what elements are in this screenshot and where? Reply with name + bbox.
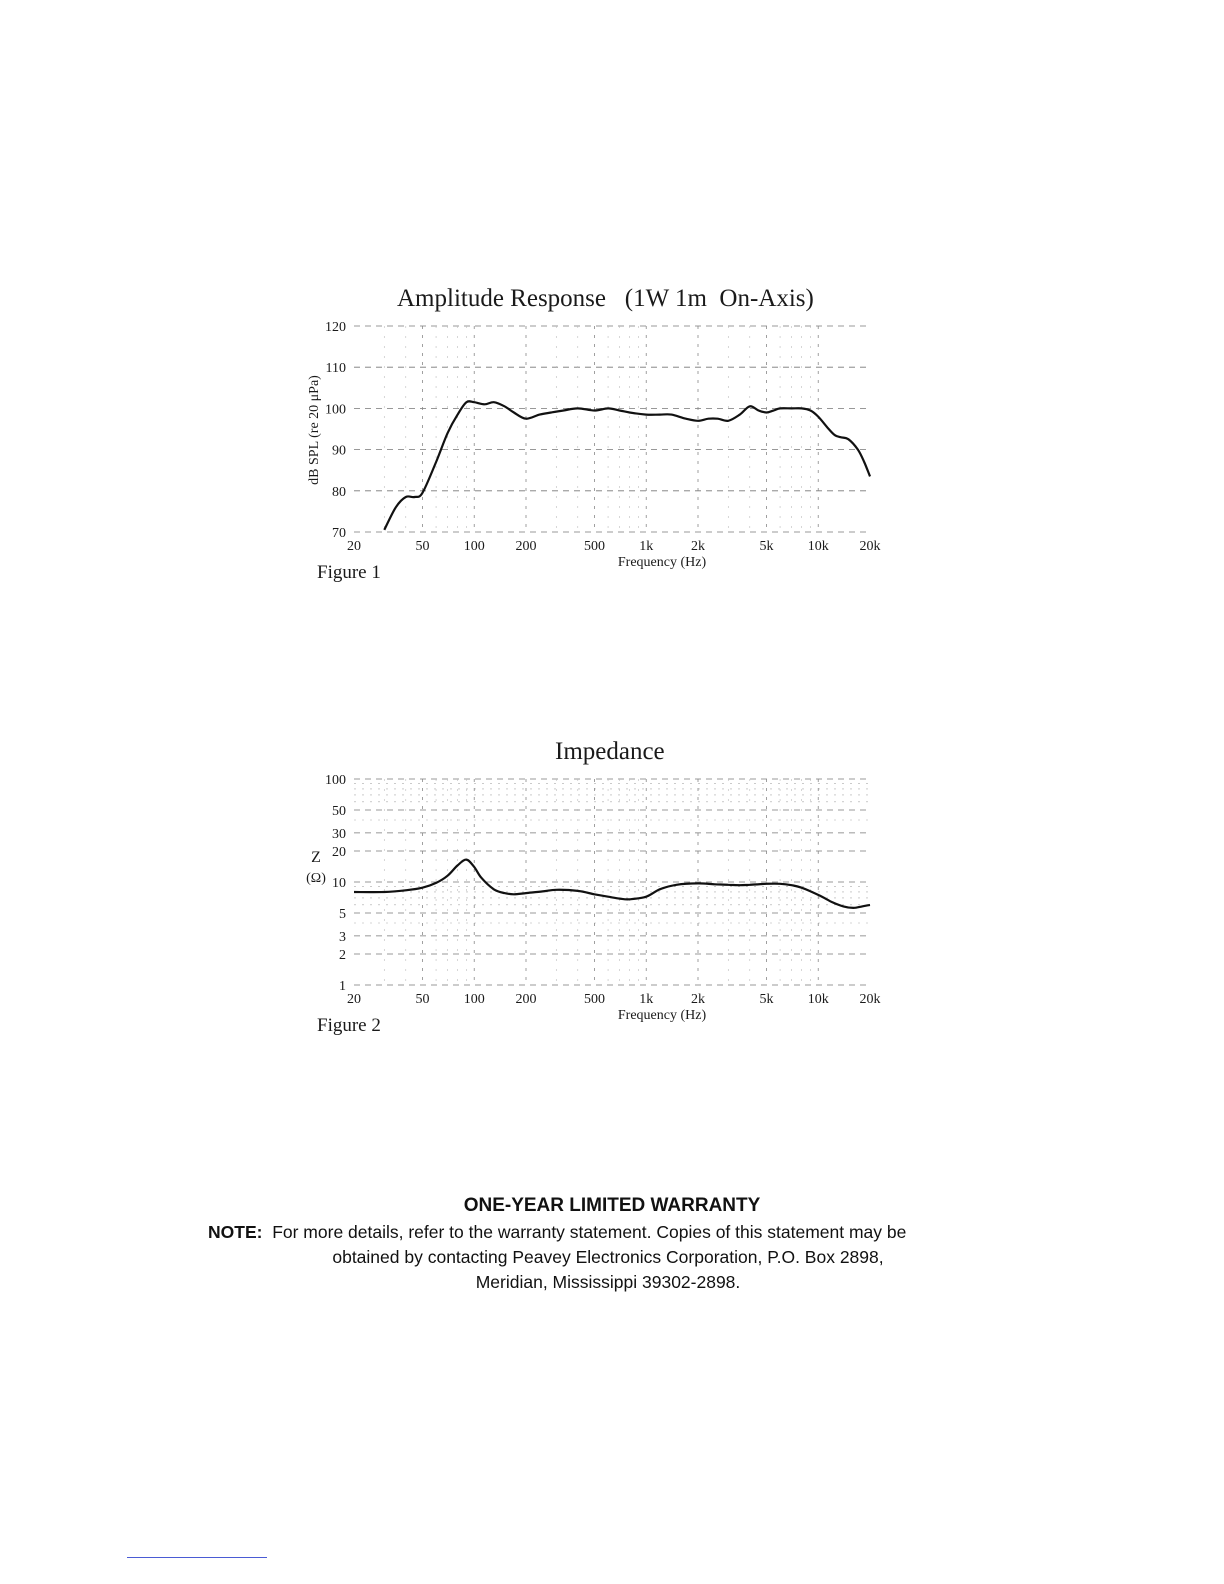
note-label: NOTE: [208, 1222, 263, 1242]
y-tick-label: 50 [332, 804, 346, 820]
y-tick-label: 10 [332, 876, 346, 891]
x-tick-label: 2k [691, 539, 705, 554]
footer-rule [127, 1557, 267, 1558]
x-tick-label: 500 [583, 992, 605, 1007]
x-tick-label: 20 [347, 539, 361, 554]
y-tick-label: 30 [332, 826, 346, 842]
x-tick-label: 20 [347, 992, 361, 1007]
x-tick-label: 100 [463, 539, 485, 554]
y-tick-label: 90 [332, 443, 346, 459]
x-tick-label: 10k [807, 992, 829, 1007]
x-tick-label: 100 [463, 992, 485, 1007]
x-tick-label: 20k [859, 992, 881, 1007]
x-axis-label: Frequency (Hz) [617, 1008, 707, 1023]
y-tick-label: 20 [332, 844, 346, 860]
warranty-title: ONE-YEAR LIMITED WARRANTY [463, 1195, 761, 1216]
note-line-1: For more details, refer to the warranty statement. Copies of this statement may be [272, 1222, 907, 1242]
x-tick-label: 20k [859, 539, 881, 554]
y-tick-label: 110 [325, 361, 346, 377]
figure-2-caption: Figure 2 [317, 1015, 381, 1036]
y-axis-label-line: Z [311, 849, 321, 866]
y-axis-label-line: (Ω) [306, 871, 326, 886]
x-tick-label: 50 [415, 539, 430, 554]
x-tick-label: 2k [691, 992, 705, 1007]
y-axis-label [306, 849, 326, 886]
series-line [354, 860, 870, 908]
y-tick-label: 80 [332, 484, 346, 500]
x-axis-label: Frequency (Hz) [617, 555, 707, 570]
x-tick-label: 200 [515, 539, 537, 554]
x-tick-label: 1k [639, 992, 654, 1007]
x-tick-label: 5k [759, 992, 774, 1007]
x-tick-label: 1k [639, 539, 654, 554]
x-tick-label: 200 [515, 992, 537, 1007]
x-tick-label: 5k [759, 539, 774, 554]
y-tick-label: 1 [339, 979, 346, 994]
y-tick-label: 5 [339, 907, 346, 923]
y-tick-label: 100 [325, 773, 346, 788]
y-tick-label: 70 [332, 526, 346, 541]
figure-1-caption: Figure 1 [317, 562, 381, 583]
x-tick-label: 500 [583, 539, 605, 554]
note-line-3: Meridian, Mississippi 39302-2898. [475, 1272, 741, 1292]
warranty-note [208, 1220, 1028, 1295]
y-tick-label: 120 [325, 320, 346, 335]
y-tick-label: 2 [339, 947, 346, 963]
y-axis-label: dB SPL (re 20 μPa) [307, 375, 322, 485]
y-tick-label: 100 [325, 402, 346, 418]
x-tick-label: 10k [807, 539, 829, 554]
note-line-2: obtained by contacting Peavey Electronics Corporation, P.O. Box 2898, [332, 1247, 884, 1267]
impedance-chart-title: Impedance [555, 738, 665, 765]
y-tick-label: 3 [339, 929, 346, 945]
x-tick-label: 50 [415, 992, 430, 1007]
amplitude-chart-title: Amplitude Response (1W 1m On-Axis) [397, 285, 814, 312]
